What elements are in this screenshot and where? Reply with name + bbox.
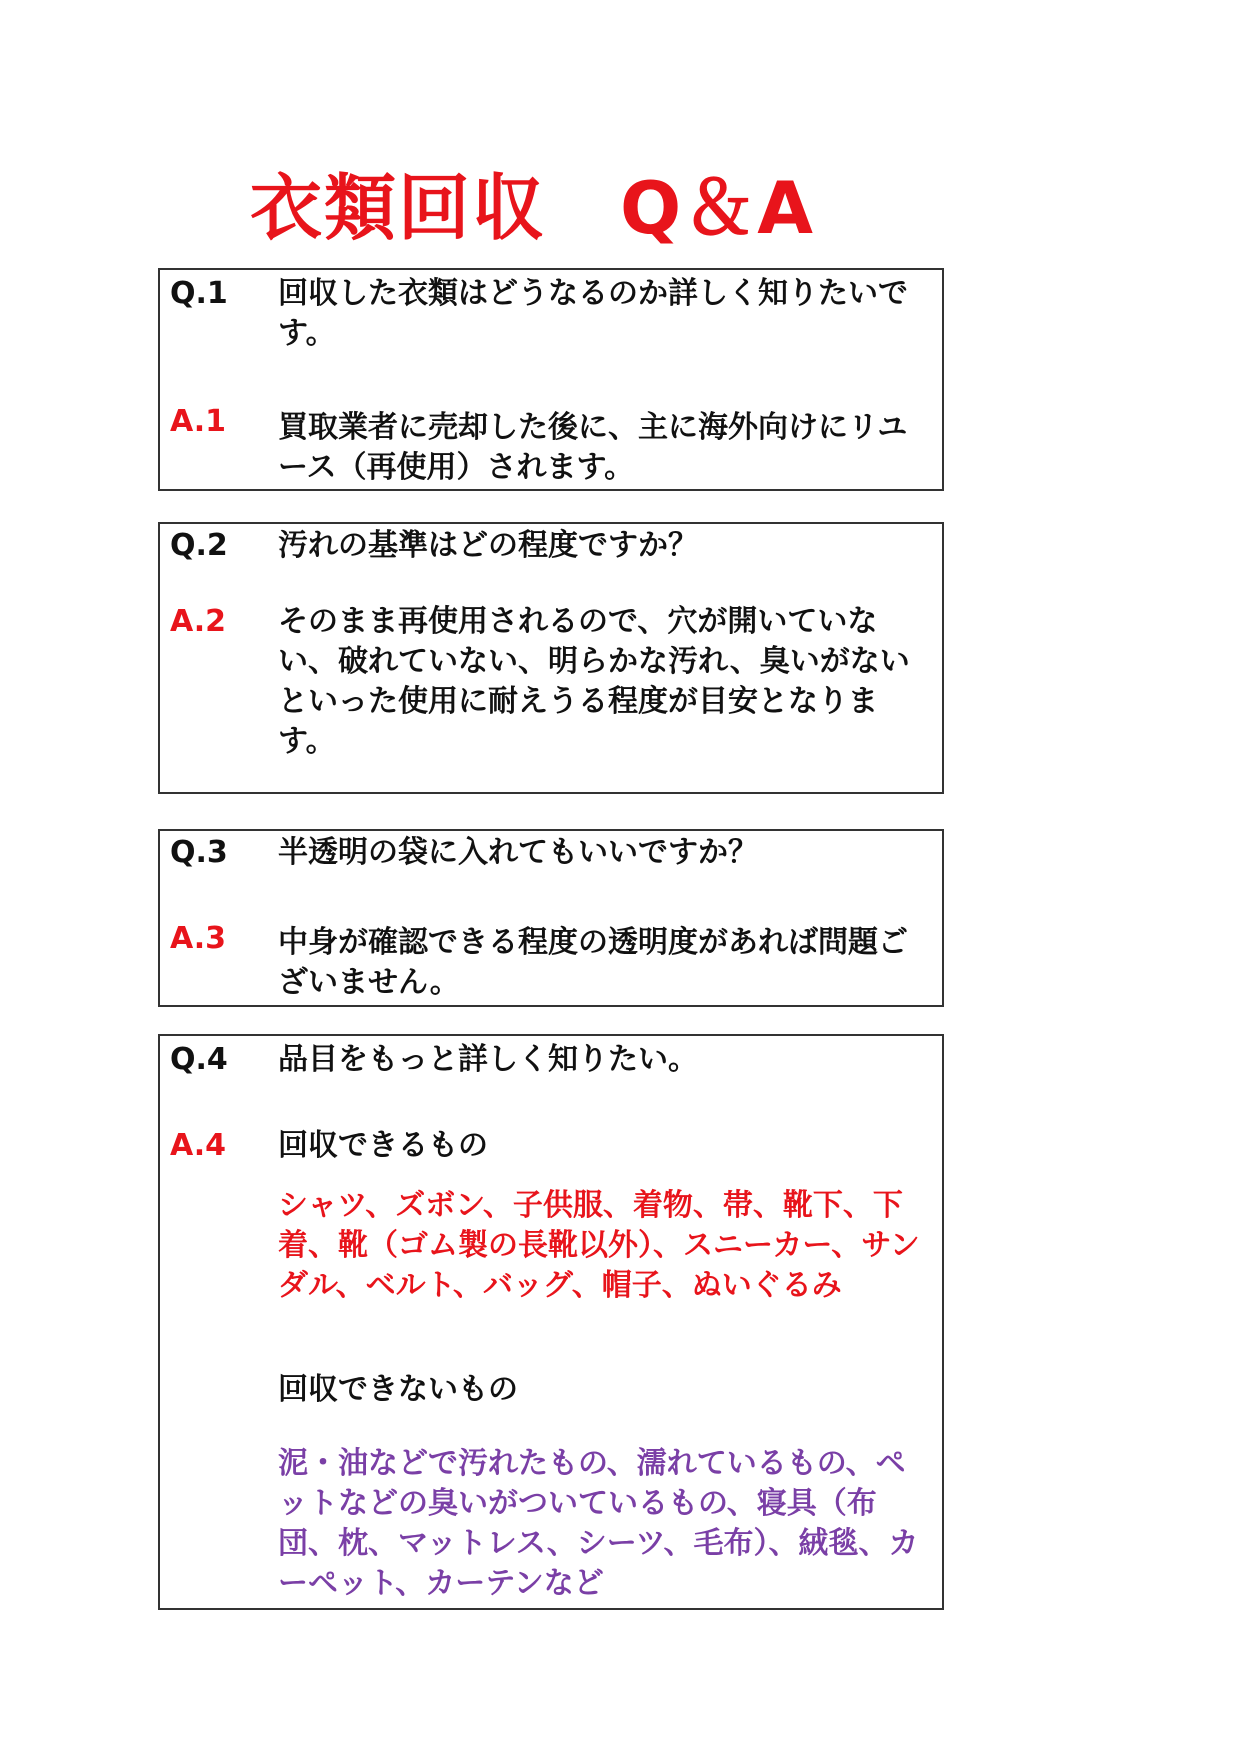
qa-box-2 xyxy=(158,522,944,794)
answer-text: 買取業者に売却した後に、主に海外向けにリユース（再使用）されます。 xyxy=(278,410,908,485)
answer-text: そのまま再使用されるので、穴が開いていない、破れていない、明らかな汚れ、臭いがないといった使用に耐えうる程度が目安となります。 xyxy=(278,604,910,759)
answer-label: A.1 xyxy=(170,404,227,439)
qa-box-4 xyxy=(158,1034,944,1610)
qa-box-1 xyxy=(158,268,944,491)
question-text: 回収した衣類はどうなるのか詳しく知りたいです。 xyxy=(278,276,908,351)
question-text: 汚れの基準はどの程度ですか？ xyxy=(278,528,698,563)
question-label: Q.4 xyxy=(170,1042,228,1077)
question-label: Q.3 xyxy=(170,835,228,870)
answer-label: A.3 xyxy=(170,921,227,956)
recyclable-items: シャツ、ズボン、子供服、着物、帯、靴下、下着、靴（ゴム製の長靴以外）、スニーカー、サンダル、ベルト、バッグ、帽子、ぬいぐるみ xyxy=(278,1188,920,1303)
question-label: Q.2 xyxy=(170,528,228,563)
recyclable-heading: 回収できるもの xyxy=(278,1128,488,1163)
non-recyclable-items: 泥・油などで汚れたもの、濡れているもの、ペットなどの臭いがついているもの、寝具（布団、枕、マットレス、シーツ、毛布）、絨毯、カーペット、カーテンなど xyxy=(278,1446,919,1601)
answer-label: A.4 xyxy=(170,1128,227,1163)
answer-text: 中身が確認できる程度の透明度があれば問題ございません。 xyxy=(278,925,908,1000)
qa-box-3 xyxy=(158,829,944,1007)
non-recyclable-heading: 回収できないもの xyxy=(278,1372,518,1407)
page-title: 衣類回収 Q＆A xyxy=(250,166,815,250)
question-label: Q.1 xyxy=(170,276,228,311)
question-text: 品目をもっと詳しく知りたい。 xyxy=(278,1042,698,1077)
answer-label: A.2 xyxy=(170,604,227,639)
question-text: 半透明の袋に入れてもいいですか？ xyxy=(278,835,758,870)
